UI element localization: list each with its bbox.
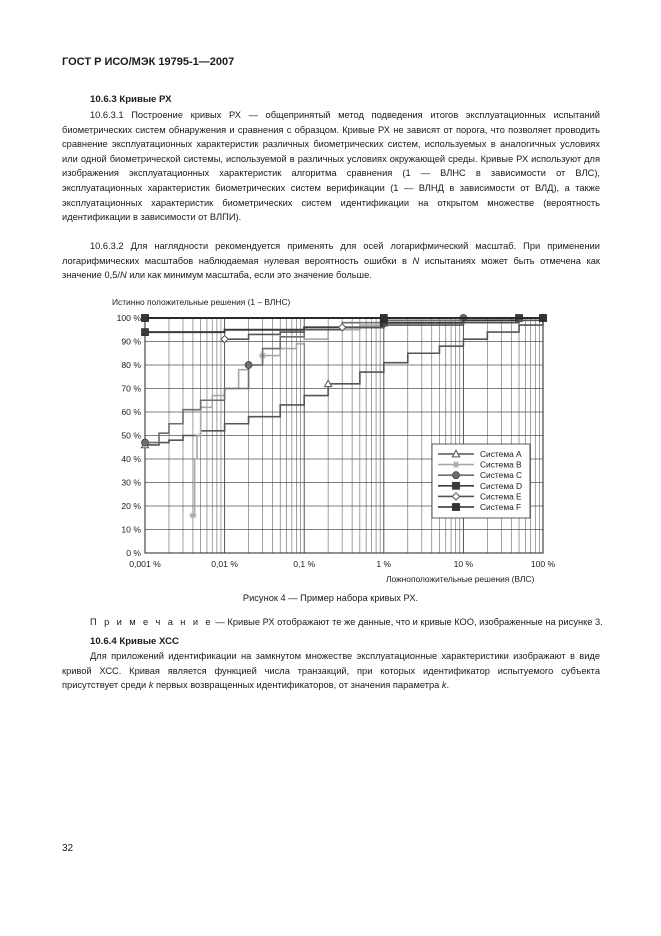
paragraph-roc-2-part-a: 10.6.3.2 Для наглядности рекомендуется применять для осей логарифмический масштаб. При применении логарифмических масштабов наблюдаемая нулевая вероятность ошибки в xyxy=(62,241,600,266)
marker-square-filled xyxy=(452,503,459,510)
chart-y-axis-label: Истинно положительные решения (1 – ВЛНС) xyxy=(112,297,291,307)
y-tick-label: 80 % xyxy=(121,360,141,370)
document-header: ГОСТ Р ИСО/МЭК 19795-1—2007 xyxy=(62,56,235,68)
marker-circle xyxy=(141,439,148,446)
legend-label: Система В xyxy=(480,459,522,470)
paragraph-cmc-part-b: первых возвращенных идентификаторов, от значения параметра xyxy=(153,680,442,691)
legend-label: Система Е xyxy=(480,491,522,502)
x-tick-label: 1 % xyxy=(376,559,392,569)
y-tick-label: 0 % xyxy=(126,548,141,558)
variable-k: k xyxy=(441,680,447,691)
legend-label: Система С xyxy=(480,470,523,481)
chart-x-axis-label: Ложноположительные решения (ВЛС) xyxy=(386,574,535,584)
paragraph-roc-1: 10.6.3.1 Построение кривых РХ — общепринятый метод подведения итогов эксплуатационных испытаний биометрических систем обнаружения и сравнения с образцом. Кривые РХ не зависят от порога, что позволяет проводить сравнение эксплуатационных характеристик различных биометрических систем, используемых в аналогичных условиях или одной биометрической системы, используемой в различных условиях окружающей среды. Кривые РХ используют для изображения эксплуатационных характеристик алгоритма сравнения (1 — ВЛНС в зависимости от ВЛС), эксплуатационных характеристик биометрических систем верификации (1 — ВЛНД в зависимости от ВЛД), а также эксплуатационных характеристик биометрических систем идентификации на открытом множестве (вероятность идентификации в зависимости от ВЛПИ). xyxy=(62,110,600,223)
y-tick-label: 10 % xyxy=(121,524,141,535)
paragraph-cmc-part-c: . xyxy=(446,680,450,691)
marker-asterisk xyxy=(189,512,196,519)
x-tick-label: 0,01 % xyxy=(211,559,238,569)
variable-k: k xyxy=(148,680,154,691)
marker-square xyxy=(452,482,459,489)
marker-square-filled xyxy=(380,314,387,321)
series-line xyxy=(145,318,543,445)
marker-square xyxy=(141,329,148,336)
y-tick-label: 30 % xyxy=(121,477,141,488)
page-number: 32 xyxy=(62,843,74,854)
y-tick-label: 70 % xyxy=(121,383,141,394)
y-tick-label: 20 % xyxy=(121,501,141,511)
paragraph-cmc-part-a: Для приложений идентификации на замкнутом множестве эксплуатационные характеристики изображают в виде кривой ХСС. Кривая является функцией числа транзакций, при которых идентификатор испытуемого субъекта присутствует среди xyxy=(62,651,600,691)
legend-label: Система А xyxy=(480,449,522,459)
x-tick-label: 0,1 % xyxy=(293,559,316,569)
note-label: П р и м е ч а н и е xyxy=(90,617,213,627)
variable-n: N xyxy=(119,270,127,281)
marker-square-filled xyxy=(539,314,546,321)
figure-caption: Рисунок 4 — Пример набора кривых РХ. xyxy=(242,593,419,603)
y-tick-label: 90 % xyxy=(121,336,141,347)
variable-n: N xyxy=(412,255,420,266)
x-tick-label: 100 % xyxy=(530,559,556,569)
marker-circle xyxy=(452,472,459,479)
y-tick-label: 40 % xyxy=(121,454,141,464)
paragraph-roc-2-part-c: или как минимум масштаба, если это значение больше. xyxy=(126,270,372,281)
marker-circle xyxy=(245,361,252,368)
y-tick-label: 50 % xyxy=(121,430,141,441)
legend-label: Система F xyxy=(480,502,522,512)
chart-legend xyxy=(432,444,530,518)
series-1 xyxy=(141,314,546,447)
section-heading-cmc: 10.6.4 Кривые ХСС xyxy=(90,636,179,647)
paragraph-cmc xyxy=(62,649,600,693)
legend-label: Система D xyxy=(480,480,523,491)
y-tick-label: 100 % xyxy=(116,313,141,323)
note-text: — Кривые РХ отображают те же данные, что и кривые КОО, изображенные на рисунке 3. xyxy=(212,617,603,627)
x-tick-label: 10 % xyxy=(453,559,474,569)
paragraph-roc-2-part-b: испытаниях может быть отмечена как значение 0,5/ xyxy=(62,255,600,281)
y-tick-label: 60 % xyxy=(121,407,141,417)
figure-note xyxy=(90,617,603,627)
x-tick-label: 0,001 % xyxy=(129,559,161,569)
section-heading-roc: 10.6.3 Кривые РХ xyxy=(90,94,172,105)
marker-square-filled xyxy=(141,314,148,321)
